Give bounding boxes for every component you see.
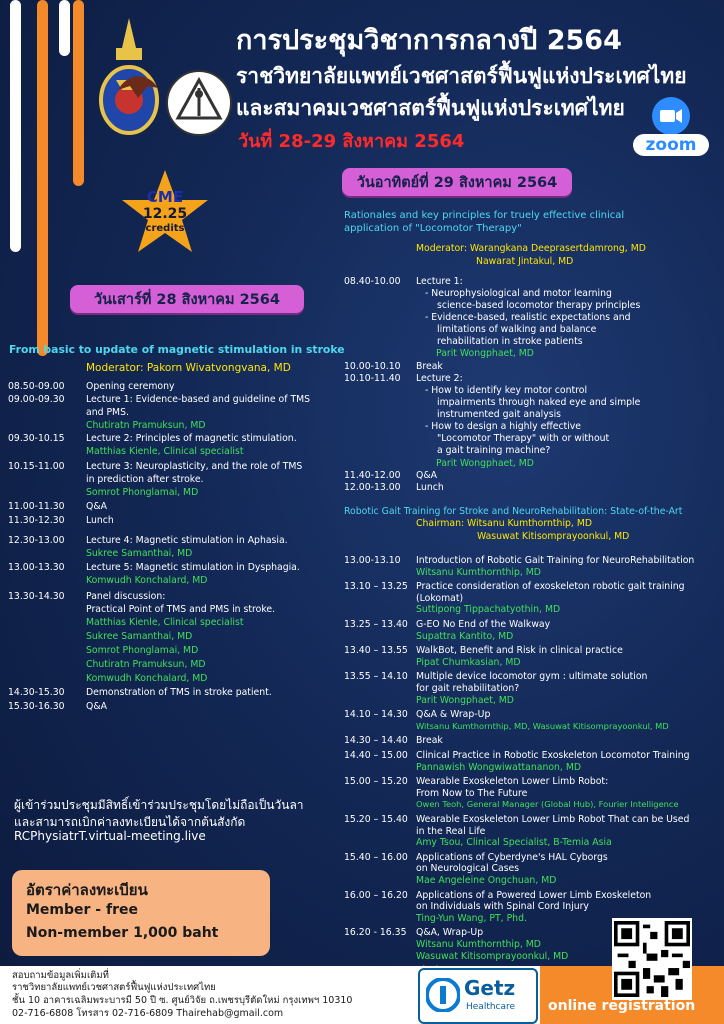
sunday-row-speaker: Suttipong Tippachatyothin, MD (416, 604, 561, 616)
sunday-row-title: G-EO No End of the Walkway (416, 619, 551, 630)
saturday-row-speaker: Somrot Phonglamai, MD (86, 487, 199, 498)
association-logo (166, 70, 232, 136)
registration-fee-box (12, 870, 270, 956)
saturday-row-title: Q&A (86, 701, 107, 712)
zoom-logo (633, 96, 709, 158)
sunday-row-title: on Individuals with Spinal Cord Injury (416, 901, 589, 913)
association-emblem-icon (168, 72, 230, 134)
saturday-row-time: 11.30-12.30 (8, 515, 65, 526)
lecture2-line: Lecture 2: (416, 373, 463, 384)
lecture1-line: - Evidence-based, realistic expectations and (425, 312, 631, 323)
sunday-row-title: for gait rehabilitation? (416, 683, 520, 694)
saturday-row-time: 14.30-15.30 (8, 687, 65, 698)
online-registration-link[interactable]: online registration (548, 998, 696, 1014)
panel-speaker: Komwudh Konchalard, MD (86, 673, 208, 684)
sunday-row-title: Clinical Practice in Robotic Exoskeleton Locomotor Training (416, 750, 690, 761)
organizer-1: ราชวิทยาลัยแพทย์เวชศาสตร์ฟื้นฟูแห่งประเทศไทย (236, 64, 687, 88)
lunch-label: Lunch (416, 482, 444, 493)
panel-speaker: Matthias Kienle, Clinical specialist (86, 617, 244, 628)
lecture1-line: - Neurophysiological and motor learning (425, 288, 612, 299)
saturday-row-speaker: Chutiratn Pramuksun, MD (86, 420, 206, 431)
saturday-row-title: Lecture 3: Neuroplasticity, and the role of TMS (86, 461, 303, 472)
lecture2-line: instrumented gait analysis (437, 409, 561, 420)
cme-credits-label: credits (145, 223, 185, 234)
sunday-row-title: From Now to The Future (416, 787, 528, 799)
sunday-row-title: on Neurological Cases (416, 863, 520, 875)
sunday-row-time: 14.40 – 15.00 (344, 750, 408, 761)
sunday-row-speaker-2: Wasuwat Kitisomprayoonkul, MD (416, 950, 569, 962)
sunday-row-speaker: Amy Tsou, Clinical Specialist, B-Temia Asia (416, 837, 612, 849)
footer-contact-2: ราชวิทยาลัยแพทย์เวชศาสตร์ฟื้นฟูแห่งประเทศไทย (12, 982, 216, 993)
saturday-row-title: Lunch (86, 515, 114, 526)
qa-label: Q&A (416, 470, 437, 481)
lecture2-line: "Locomotor Therapy" with or without (437, 433, 610, 444)
fee-title: อัตราค่าลงทะเบียน (26, 881, 148, 899)
break-label: Break (416, 361, 443, 372)
break-time: 10.00-10.10 (344, 361, 401, 372)
saturday-row-title-2: Practical Point of TMS and PMS in stroke. (86, 604, 276, 615)
sunday-row-title: WalkBot, Benefit and Risk in clinical practice (416, 645, 623, 657)
saturday-row-time: 08.50-09.00 (8, 381, 65, 392)
sunday-row-speaker: Parit Wongphaet, MD (416, 694, 514, 706)
sunday-row-speaker: Mae Angeleine Ongchuan, MD (416, 875, 557, 886)
footer-contact-1: สอบถามข้อมูลเพิ่มเติมที่ (12, 970, 109, 981)
lecture2-line: - How to design a highly effective (425, 421, 581, 432)
sponsor-subname: Healthcare (466, 1002, 516, 1012)
decor-stripe (59, 0, 70, 56)
cme-badge (120, 170, 210, 256)
lecture2-speaker: Parit Wongphaet, MD (436, 458, 534, 469)
sunday-row-time: 13.55 – 14.10 (344, 671, 408, 683)
sunday-row-title: Applications of a Powered Lower Limb Exoskeleton (416, 889, 652, 901)
lecture1-time: 08.40-10.00 (344, 276, 401, 287)
saturday-row-title-2: and PMS. (86, 407, 129, 418)
sunday-row-title: Multiple device locomotor gym : ultimate solution (416, 671, 648, 683)
decor-stripe (73, 0, 84, 186)
lecture1-line: limitations of walking and balance (437, 324, 597, 335)
sunday-row-speaker: Witsanu Kumthornthip, MD, Wasuwat Kitisomprayoonkul, MD (416, 720, 669, 731)
saturday-row-title-2: in prediction after stroke. (86, 474, 204, 485)
sunday-row-time: 14.10 – 14.30 (344, 709, 408, 721)
lecture1-speaker: Parit Wongphaet, MD (436, 348, 534, 359)
sunday-row-speaker: Ting-Yun Wang, PT, Phd. (416, 912, 527, 924)
sunday-row-title: in the Real Life (416, 825, 486, 837)
saturday-row-title: Demonstration of TMS in stroke patient. (86, 687, 272, 698)
note-line-3: RCPhysiatrT.virtual-meeting.live (14, 829, 206, 843)
note-line-2: และสามารถเบิกค่าลงทะเบียนได้จากต้นสังกัด (14, 815, 246, 829)
saturday-row-title: Lecture 1: Evidence-based and guideline of TMS (86, 394, 311, 405)
sunday-row-time: 16.20 - 16.35 (344, 927, 407, 939)
sunday-row-time: 15.20 – 15.40 (344, 814, 408, 825)
saturday-row-time: 13.30-14.30 (8, 591, 65, 602)
saturday-moderator: Moderator: Pakorn Wivatvongvana, MD (86, 362, 291, 374)
sponsor-logo (418, 968, 538, 1024)
saturday-row-time: 11.00-11.30 (8, 501, 65, 512)
saturday-row-title: Q&A (86, 501, 107, 512)
sunday-row-time: 13.10 – 13.25 (344, 581, 408, 593)
cme-credits-value: 12.25 (142, 206, 188, 222)
sunday-row-title: Wearable Exoskeleton Lower Limb Robot: (416, 776, 609, 788)
qa-time: 11.40-12.00 (344, 470, 401, 481)
decor-stripe (10, 0, 21, 252)
saturday-row-title: Lecture 2: Principles of magnetic stimulation. (86, 433, 297, 444)
sunday-row-time: 14.30 – 14.40 (344, 735, 408, 747)
note-line-1: ผู้เข้าร่วมประชุมมีสิทธิ์เข้าร่วมประชุมโดยไม่ถือเป็นวันลา (14, 798, 304, 812)
qr-code-icon (614, 920, 690, 998)
lecture1-line: science-based locomotor therapy principles (437, 300, 641, 311)
panel-speaker: Somrot Phonglamai, MD (86, 645, 199, 656)
saturday-row-time: 15.30-16.30 (8, 701, 65, 712)
sunday-row-speaker: Pipat Chumkasian, MD (416, 656, 521, 668)
sunday-row-time: 15.40 – 16.00 (344, 851, 408, 863)
saturday-row-title: Opening ceremony (86, 381, 175, 392)
cme-label: CME (146, 188, 184, 206)
sunday-row-speaker: Pannawish Wongwiwattananon, MD (416, 761, 582, 773)
saturday-day-text: วันเสาร์ที่ 28 สิงหาคม 2564 (94, 291, 280, 308)
lecture2-line: - How to identify key motor control (425, 385, 588, 396)
conference-date: วันที่ 28-29 สิงหาคม 2564 (238, 131, 465, 152)
zoom-label: zoom (633, 134, 709, 156)
saturday-row-title: Panel discussion: (86, 591, 166, 602)
decor-stripe (37, 0, 48, 356)
lecture1-line: Lecture 1: (416, 276, 463, 287)
sunday-moderator-1b: Nawarat Jintakul, MD (476, 256, 574, 267)
sunday-day-label (342, 168, 572, 196)
sunday-chairman: Chairman: Witsanu Kumthornthip, MD (416, 518, 593, 529)
lecture1-line: rehabilitation in stroke patients (437, 336, 583, 347)
saturday-row-time: 12.30-13.00 (8, 535, 65, 546)
lecture2-line: impairments through naked eye and simple (437, 397, 641, 408)
saturday-topic: From basic to update of magnetic stimulation in stroke (9, 343, 345, 356)
footer-contact-3: ชั้น 10 อาคารเฉลิมพระบารมี 50 ปี ซ. ศูนย์วิจัย ถ.เพชรบุรีตัดใหม่ กรุงเทพฯ 10310 (12, 995, 353, 1006)
sunday-row-time: 16.00 – 16.20 (344, 889, 408, 901)
saturday-row-title: Lecture 5: Magnetic stimulation in Dysphagia. (86, 562, 300, 573)
eagle-emblem-icon (118, 70, 158, 100)
sunday-row-time: 13.40 – 13.55 (344, 645, 408, 657)
sunday-row-speaker: Witsanu Kumthornthip, MD (416, 939, 541, 950)
lecture2-line: a gait training machine? (437, 445, 551, 456)
sunday-topic-2: Robotic Gait Training for Stroke and NeuroRehabilitation: State-of-the-Art (344, 506, 683, 517)
sunday-day-text: วันอาทิตย์ที่ 29 สิงหาคม 2564 (356, 174, 558, 191)
sunday-row-title: Applications of Cyberdyne's HAL Cyborgs (416, 851, 608, 863)
saturday-row-time: 10.15-11.00 (8, 461, 65, 472)
panel-speaker: Sukree Samanthai, MD (86, 631, 193, 642)
panel-speaker: Chutiratn Pramuksun, MD (86, 659, 206, 670)
fee-member: Member - free (26, 902, 138, 918)
saturday-row-speaker: Komwudh Konchalard, MD (86, 575, 208, 586)
saturday-row-speaker: Matthias Kienle, Clinical specialist (86, 446, 244, 457)
getz-mark-icon (426, 978, 460, 1012)
zoom-camera-icon (651, 96, 691, 136)
sunday-row-speaker: Supattra Kantito, MD (416, 630, 514, 642)
sunday-row-time: 13.25 – 13.40 (344, 619, 408, 630)
saturday-row-time: 09.00-09.30 (8, 394, 65, 405)
sunday-row-title: Q&A & Wrap-Up (416, 709, 491, 721)
saturday-row-title: Lecture 4: Magnetic stimulation in Aphasia. (86, 535, 288, 546)
sunday-moderator-1: Moderator: Warangkana Deeprasertdamrong, MD (416, 243, 646, 254)
registration-qr-code[interactable] (612, 918, 692, 1000)
footer-contact-4: 02-716-6808 โทรสาร 02-716-6809 Thairehab@gmail.com (12, 1008, 284, 1019)
sunday-row-speaker: Owen Teoh, General Manager (Global Hub), Fourier Intelligence (416, 799, 679, 810)
sunday-row-title: Wearable Exoskeleton Lower Limb Robot That can be Used (416, 814, 690, 825)
sunday-row-title: Q&A, Wrap-Up (416, 927, 484, 939)
sunday-row-time: 15.00 – 15.20 (344, 776, 408, 788)
sunday-row-title: Practice consideration of exoskeleton robotic gait training (416, 581, 685, 593)
sunday-chairman-2: Wasuwat Kitisomprayoonkul, MD (477, 531, 630, 542)
fee-nonmember: Non-member 1,000 baht (26, 925, 219, 941)
sunday-row-speaker: Witsanu Kumthornthip, MD (416, 566, 541, 578)
lecture2-time: 10.10-11.40 (344, 373, 401, 384)
sunday-row-title: Introduction of Robotic Gait Training for NeuroRehabilitation (416, 555, 695, 566)
sunday-topic-1: Rationales and key principles for truely effective clinical (344, 210, 625, 221)
saturday-day-label (70, 285, 304, 313)
saturday-row-speaker: Sukree Samanthai, MD (86, 548, 193, 559)
sponsor-name: Getz (464, 976, 516, 1000)
lunch-time: 12.00-13.00 (344, 482, 401, 493)
sunday-row-title: Break (416, 735, 443, 747)
organizer-2: และสมาคมเวชศาสตร์ฟื้นฟูแห่งประเทศไทย (236, 96, 625, 120)
conference-title: การประชุมวิชาการกลางปี 2564 (236, 25, 622, 56)
sunday-row-time: 13.00-13.10 (344, 555, 401, 566)
saturday-row-time: 13.00-13.30 (8, 562, 65, 573)
sunday-row-title: (Lokomat) (416, 592, 464, 604)
sunday-topic-1b: application of "Locomotor Therapy" (344, 223, 522, 234)
saturday-row-time: 09.30-10.15 (8, 433, 65, 444)
